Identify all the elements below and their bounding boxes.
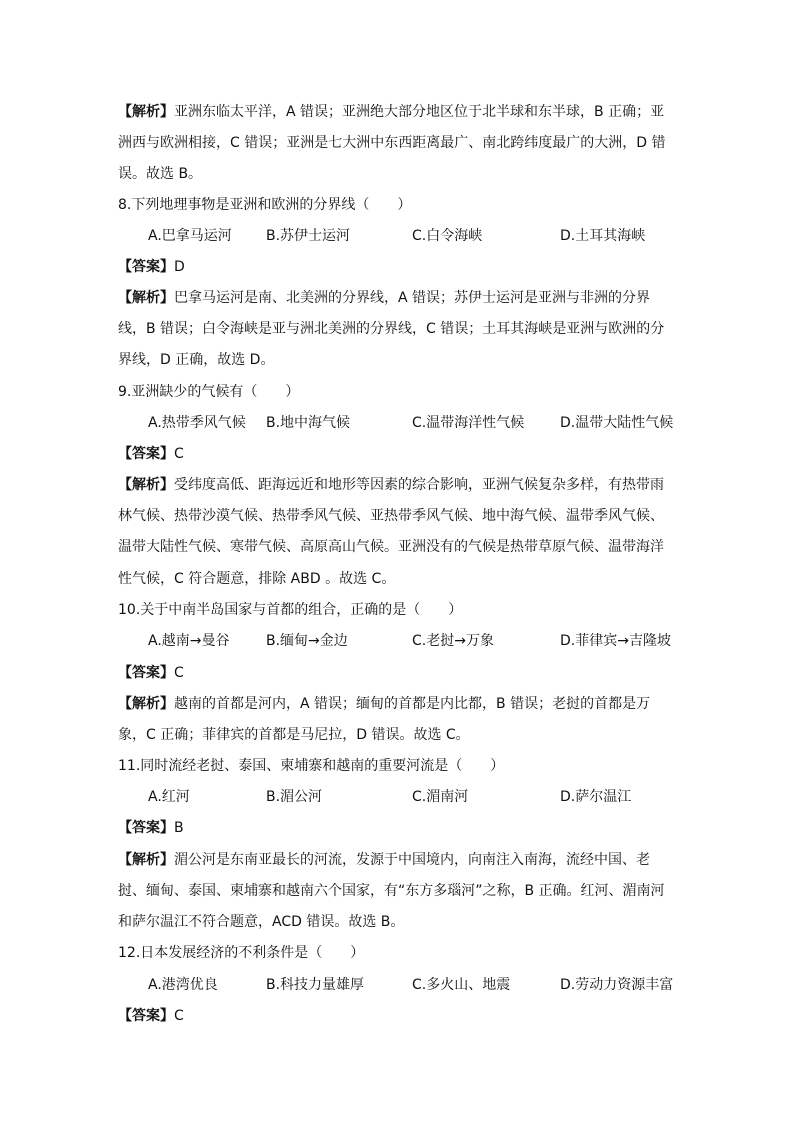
answer-text — [118, 252, 185, 283]
analysis-text: 【解析】越南的首都是河内，A 错误；缅甸的首都是内比都，B 错误；老挝的首都是万 — [118, 696, 651, 712]
analysis-tag: 【解析】 — [118, 290, 174, 306]
answer-value: B — [174, 820, 184, 836]
question-text: 11.同时流经老挝、泰国、柬埔寨和越南的重要河流是（ ） — [118, 758, 505, 774]
analysis-tag: 【解析】 — [118, 696, 174, 712]
option-b: B.地中海气候 — [266, 415, 351, 431]
analysis-line — [0, 159, 794, 190]
analysis-line — [0, 97, 794, 128]
answer-tag: 【答案】 — [118, 446, 174, 462]
analysis-tag: 【解析】 — [118, 852, 174, 868]
analysis-text: 界线，D 正确，故选 D。 — [118, 352, 275, 368]
analysis-text: 林气候、热带沙漠气候、热带季风气候、亚热带季风气候、地中海气候、温带季风气候、 — [118, 508, 664, 524]
question-text: 8.下列地理事物是亚洲和欧洲的分界线（ ） — [118, 197, 412, 213]
answer-value: C — [174, 446, 184, 462]
analysis-text: 【解析】湄公河是东南亚最长的河流，发源于中国境内，向南注入南海，流经中国、老 — [118, 852, 650, 868]
option-a: A.红河 — [148, 789, 190, 805]
question-8 — [0, 190, 794, 221]
analysis-text: 性气候，C 符合题意，排除 ABD 。故选 C。 — [118, 571, 396, 587]
analysis-text: 和萨尔温江不符合题意，ACD 错误。故选 B。 — [118, 914, 405, 930]
question-text: 12.日本发展经济的不利条件是（ ） — [118, 945, 365, 961]
answer-line — [0, 813, 794, 844]
option-c: C.温带海洋性气候 — [412, 415, 525, 431]
analysis-text: 温带大陆性气候、寒带气候、高原高山气候。亚洲没有的气候是热带草原气候、温带海洋 — [118, 539, 664, 555]
analysis-line — [0, 314, 794, 345]
question-11 — [0, 751, 794, 782]
analysis-text: 挝、缅甸、泰国、柬埔寨和越南六个国家，有“东方多瑙河”之称，B 正确。红河、湄南河 — [118, 883, 665, 899]
option-b: B.苏伊士运河 — [266, 228, 351, 244]
analysis-line — [0, 345, 794, 376]
question-text: 10.关于中南半岛国家与首都的组合，正确的是（ ） — [118, 602, 463, 618]
analysis-tag: 【解析】 — [118, 104, 174, 120]
analysis-line — [0, 470, 794, 501]
option-c: C.多火山、地震 — [412, 977, 511, 993]
analysis-line — [0, 876, 794, 907]
answer-tag: 【答案】 — [118, 665, 174, 681]
question-12 — [0, 938, 794, 969]
analysis-text: 【解析】受纬度高低、距海远近和地形等因素的综合影响，亚洲气候复杂多样，有热带雨 — [118, 477, 664, 493]
option-d: D.劳动力资源丰富 — [560, 977, 674, 993]
option-d: D.温带大陆性气候 — [560, 415, 674, 431]
option-d: D.菲律宾→吉隆坡 — [560, 633, 671, 649]
analysis-line — [0, 689, 794, 720]
option-b: B.湄公河 — [266, 789, 323, 805]
answer-tag: 【答案】 — [118, 820, 174, 836]
option-c: C.白令海峡 — [412, 228, 483, 244]
analysis-line — [0, 532, 794, 563]
analysis-line — [0, 907, 794, 938]
option-a: A.热带季风气候 — [148, 415, 246, 431]
answer-line — [0, 252, 794, 283]
answer-text — [118, 439, 184, 470]
options-row — [0, 408, 794, 439]
options-row — [0, 626, 794, 657]
analysis-line — [0, 720, 794, 751]
analysis-text: 误。故选 B。 — [118, 166, 203, 182]
answer-value: D — [174, 259, 185, 275]
answer-tag: 【答案】 — [118, 1008, 174, 1024]
analysis-line — [0, 283, 794, 314]
option-a: A.港湾优良 — [148, 977, 218, 993]
analysis-text: 象，C 正确；菲律宾的首都是马尼拉，D 错误。故选 C。 — [118, 727, 470, 743]
analysis-text: 线，B 错误；白令海峡是亚与洲北美洲的分界线，C 错误；土耳其海峡是亚洲与欧洲的分 — [118, 321, 665, 337]
analysis-line — [0, 501, 794, 532]
analysis-line — [0, 128, 794, 159]
analysis-tag: 【解析】 — [118, 477, 174, 493]
option-c: C.湄南河 — [412, 789, 469, 805]
question-text: 9.亚洲缺少的气候有（ ） — [118, 384, 300, 400]
analysis-text: 【解析】巴拿马运河是南、北美洲的分界线，A 错误；苏伊士运河是亚洲与非洲的分界 — [118, 290, 651, 306]
answer-text — [118, 658, 184, 689]
answer-line — [0, 439, 794, 470]
question-9 — [0, 377, 794, 408]
option-b: B.缅甸→金边 — [266, 633, 348, 649]
option-d: D.土耳其海峡 — [560, 228, 646, 244]
option-a: A.越南→曼谷 — [148, 633, 230, 649]
option-b: B.科技力量雄厚 — [266, 977, 365, 993]
option-d: D.萨尔温江 — [560, 789, 632, 805]
analysis-line — [0, 564, 794, 595]
answer-line — [0, 1001, 794, 1032]
options-row — [0, 221, 794, 252]
answer-value: C — [174, 665, 184, 681]
answer-value: C — [174, 1008, 184, 1024]
answer-text — [118, 1001, 184, 1032]
options-row — [0, 782, 794, 813]
analysis-text: 洲西与欧洲相接，C 错误；亚洲是七大洲中东西距离最广、南北跨纬度最广的大洲，D 错 — [118, 135, 666, 151]
analysis-line — [0, 845, 794, 876]
analysis-text: 【解析】亚洲东临太平洋，A 错误；亚洲绝大部分地区位于北半球和东半球，B 正确；亚 — [118, 104, 665, 120]
option-c: C.老挝→万象 — [412, 633, 494, 649]
answer-text — [118, 813, 184, 844]
answer-line — [0, 658, 794, 689]
options-row — [0, 970, 794, 1001]
answer-tag: 【答案】 — [118, 259, 174, 275]
question-10 — [0, 595, 794, 626]
option-a: A.巴拿马运河 — [148, 228, 232, 244]
